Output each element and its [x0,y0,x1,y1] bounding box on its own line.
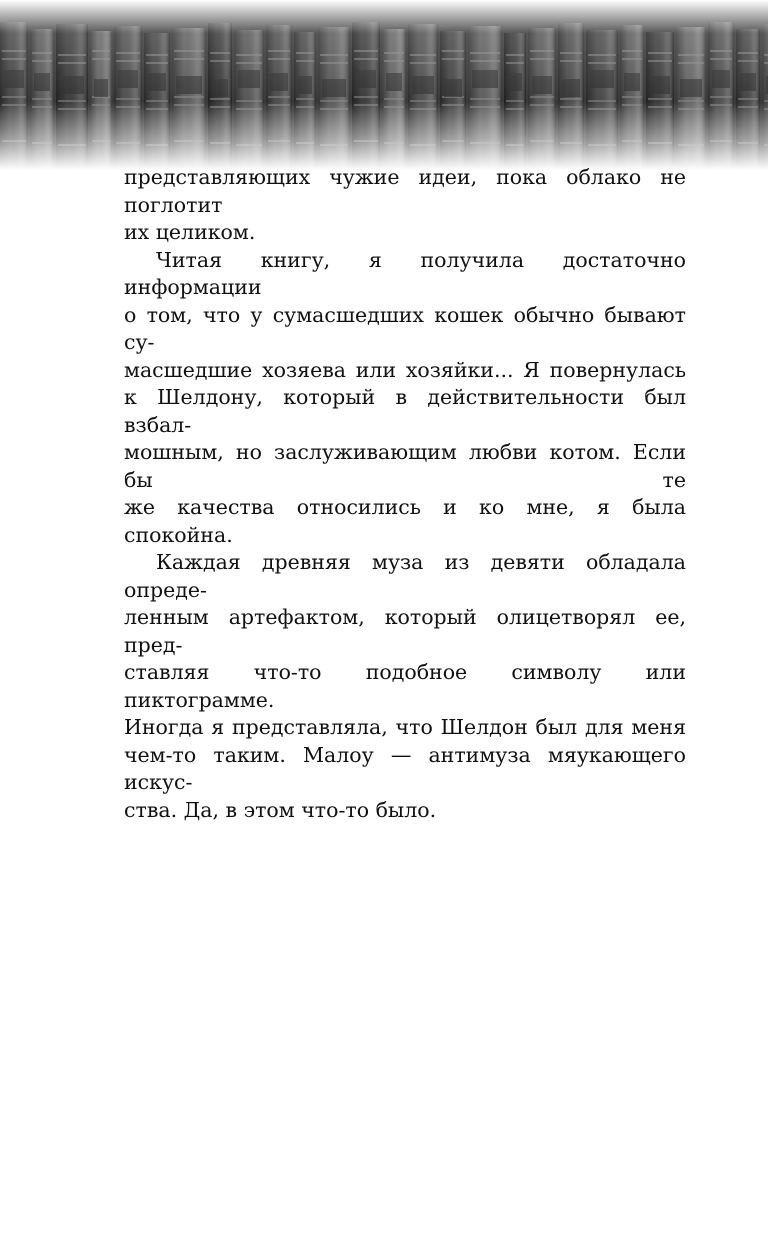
text-line: Каждая древняя муза из девяти обладала опреде- [124,550,686,602]
bookshelf-header-image [0,0,768,185]
text-line: масшедшие хозяева или хозяйки... Я повернулась [124,357,686,382]
body-text [124,164,686,824]
bookshelf-image [0,0,768,185]
text-line: ленным артефактом, который олицетворял ее, пред- [124,605,686,657]
paragraph-3 [124,549,686,824]
text-line: к Шелдону, который в действительности был взбал- [124,385,686,437]
text-line: Иногда я представляла, что Шелдон был для меня [124,715,686,739]
text-line: же качества относились и ко мне, я была спокойна. [124,495,686,547]
text-line: о том, что у сумасшедших кошек обычно бывают су- [124,302,686,354]
text-line: ставляя что-то подобное символу или пиктограмме. [124,660,686,712]
text-line: представляющих чужие идеи, пока облако не поглотит [124,165,686,217]
text-line: Читая книгу, я получила достаточно информации [124,247,686,299]
paragraph-1 [124,164,686,247]
text-line: чем-то таким. Малоу — антимуза мяукающего искус- [124,742,686,794]
text-line: ства. Да, в этом что-то было. [124,797,437,822]
text-line: мошным, но заслуживающим любви котом. Если бы те [124,440,686,492]
text-line: их целиком. [124,220,256,244]
paragraph-2 [124,247,686,550]
